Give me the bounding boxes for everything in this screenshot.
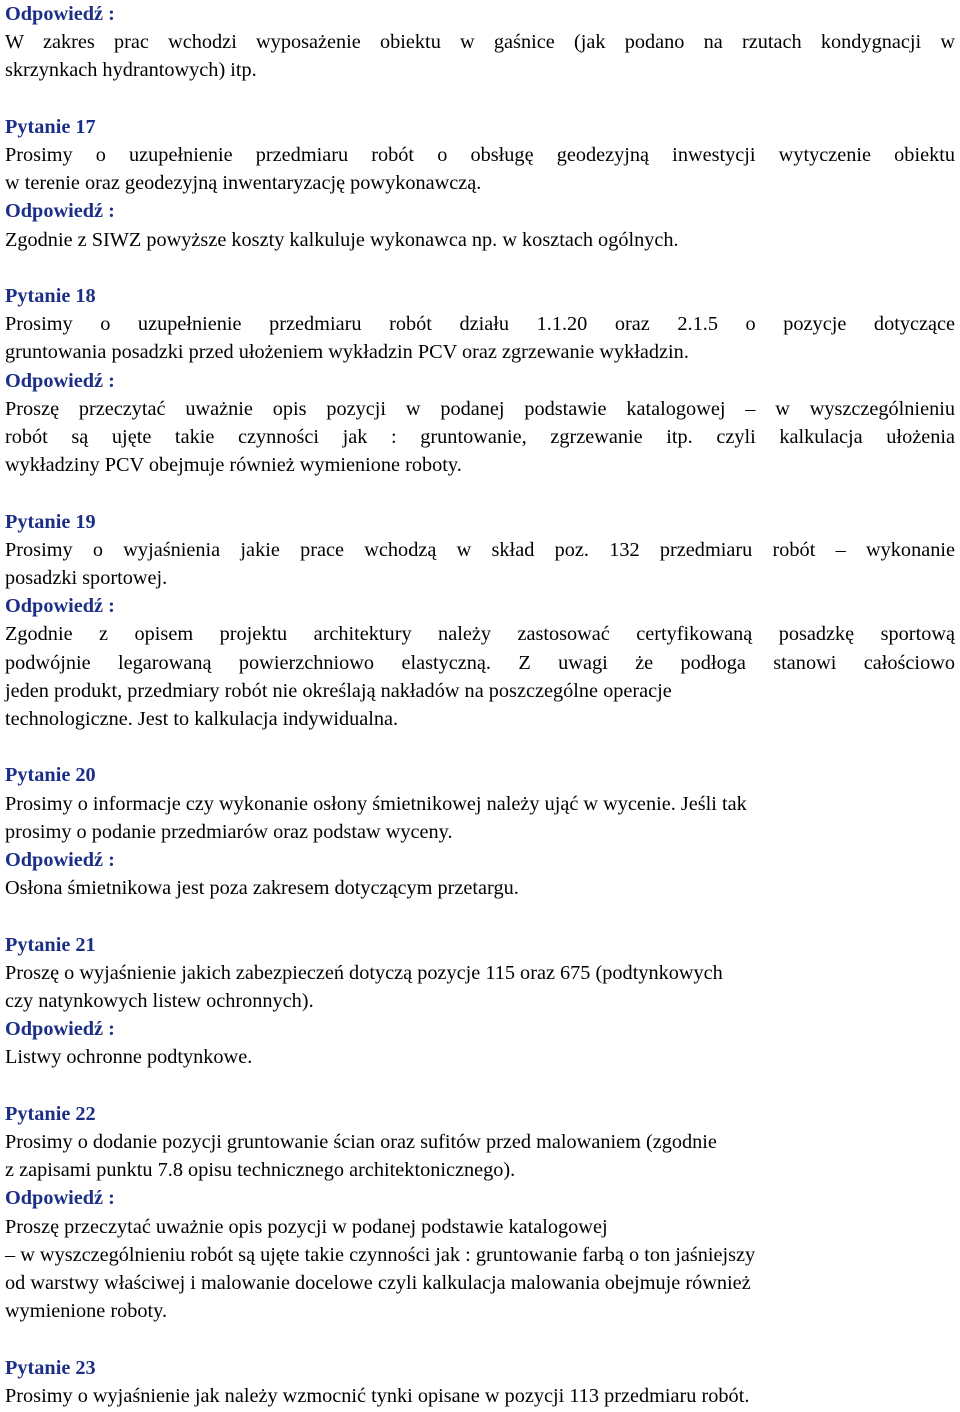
answer-text-line: podwójnie legarowaną powierzchniowo elastyczną. Z uwagi że podłoga stanowi całościowo bbox=[5, 651, 955, 674]
answer-text-line: – w wyszczególnieniu robót są ujęte takie czynności jak : gruntowanie farbą o ton jaśniejszy bbox=[5, 1243, 756, 1266]
answer-text-line: Zgodnie z SIWZ powyższe koszty kalkuluje wykonawca np. w kosztach ogólnych. bbox=[5, 228, 679, 251]
answer-text-line: Osłona śmietnikowa jest poza zakresem dotyczącym przetargu. bbox=[5, 877, 519, 900]
qa-block-q22 bbox=[5, 1100, 955, 1326]
question-heading: Pytanie 21 bbox=[5, 933, 96, 956]
answer-text-line: Proszę przeczytać uważnie opis pozycji w podanej podstawie katalogowej bbox=[5, 1215, 608, 1238]
block-gap bbox=[5, 254, 955, 282]
qa-block-q19 bbox=[5, 508, 955, 734]
answer-text-line: technologiczne. Jest to kalkulacja indywidualna. bbox=[5, 708, 399, 731]
question-heading: Pytanie 17 bbox=[5, 115, 96, 138]
question-text-line: w terenie oraz geodezyjną inwentaryzację powykonawczą. bbox=[5, 172, 482, 195]
question-text-line: prosimy o podanie przedmiarów oraz podstaw wyceny. bbox=[5, 820, 453, 843]
block-gap bbox=[5, 479, 955, 507]
question-heading: Pytanie 23 bbox=[5, 1356, 96, 1379]
question-text-line: Prosimy o wyjaśnienie jak należy wzmocnić tynki opisane w pozycji 113 przedmiaru robót. bbox=[5, 1384, 750, 1407]
block-gap bbox=[5, 1072, 955, 1100]
document-page bbox=[5, 0, 955, 1410]
answer-text-line: Proszę przeczytać uważnie opis pozycji w podanej podstawie katalogowej – w wyszczególnieniu bbox=[5, 397, 955, 420]
answer-label: Odpowiedź : bbox=[5, 849, 115, 872]
answer-text-line: od warstwy właściwej i malowanie docelowe czyli kalkulacja malowania obejmuje również bbox=[5, 1272, 751, 1295]
question-heading: Pytanie 20 bbox=[5, 764, 96, 787]
question-heading: Pytanie 22 bbox=[5, 1102, 96, 1125]
qa-block-q16-answer bbox=[5, 0, 955, 85]
answer-text-line: jeden produkt, przedmiary robót nie określają nakładów na poszczególne operacje bbox=[5, 679, 672, 702]
block-gap bbox=[5, 733, 955, 761]
question-text-line: gruntowania posadzki przed ułożeniem wykładzin PCV oraz zgrzewanie wykładzin. bbox=[5, 341, 689, 364]
answer-label: Odpowiedź : bbox=[5, 1187, 115, 1210]
answer-text-line: Listwy ochronne podtynkowe. bbox=[5, 1046, 253, 1069]
question-heading: Pytanie 19 bbox=[5, 510, 96, 533]
qa-block-q17 bbox=[5, 113, 955, 254]
question-text-line: Prosimy o wyjaśnienia jakie prace wchodzą w skład poz. 132 przedmiaru robót – wykonanie bbox=[5, 538, 955, 561]
answer-text-line: W zakres prac wchodzi wyposażenie obiektu w gaśnice (jak podano na rzutach kondygnacji w bbox=[5, 31, 955, 54]
answer-text-line: wykładziny PCV obejmuje również wymienione roboty. bbox=[5, 454, 462, 477]
qa-block-q23 bbox=[5, 1354, 955, 1410]
answer-label: Odpowiedź : bbox=[5, 3, 115, 25]
answer-label: Odpowiedź : bbox=[5, 369, 115, 392]
answer-text-line: wymienione roboty. bbox=[5, 1300, 168, 1323]
question-text-line: z zapisami punktu 7.8 opisu technicznego architektonicznego). bbox=[5, 1159, 516, 1182]
question-text-line: Prosimy o informacje czy wykonanie osłony śmietnikowej należy ująć w wycenie. Jeśli tak bbox=[5, 792, 747, 815]
answer-label: Odpowiedź : bbox=[5, 200, 115, 223]
question-heading: Pytanie 18 bbox=[5, 285, 96, 307]
answer-label: Odpowiedź : bbox=[5, 595, 115, 618]
question-text-line: Prosimy o uzupełnienie przedmiaru robót o obsługę geodezyjną inwestycji wytyczenie obiektu bbox=[5, 144, 955, 166]
answer-text-line: skrzynkach hydrantowych) itp. bbox=[5, 59, 257, 82]
question-text-line: Prosimy o uzupełnienie przedmiaru robót działu 1.1.20 oraz 2.1.5 o pozycje dotyczące bbox=[5, 313, 955, 336]
block-gap bbox=[5, 1325, 955, 1353]
question-text-line: Proszę o wyjaśnienie jakich zabezpieczeń dotyczą pozycje 115 oraz 675 (podtynkowych bbox=[5, 961, 723, 984]
answer-text-line: Zgodnie z opisem projektu architektury należy zastosować certyfikowaną posadzkę sportową bbox=[5, 623, 955, 646]
question-text-line: Prosimy o dodanie pozycji gruntowanie ścian oraz sufitów przed malowaniem (zgodnie bbox=[5, 1131, 717, 1154]
answer-text-line: robót są ujęte takie czynności jak : gruntowanie, zgrzewanie itp. czyli kalkulacja ułożenia bbox=[5, 426, 955, 449]
block-gap bbox=[5, 902, 955, 930]
qa-block-q21 bbox=[5, 931, 955, 1072]
qa-block-q18 bbox=[5, 282, 955, 479]
question-text-line: czy natynkowych listew ochronnych). bbox=[5, 990, 314, 1013]
answer-label: Odpowiedź : bbox=[5, 1018, 115, 1041]
question-text-line: posadzki sportowej. bbox=[5, 567, 168, 590]
block-gap bbox=[5, 85, 955, 113]
qa-block-q20 bbox=[5, 761, 955, 902]
